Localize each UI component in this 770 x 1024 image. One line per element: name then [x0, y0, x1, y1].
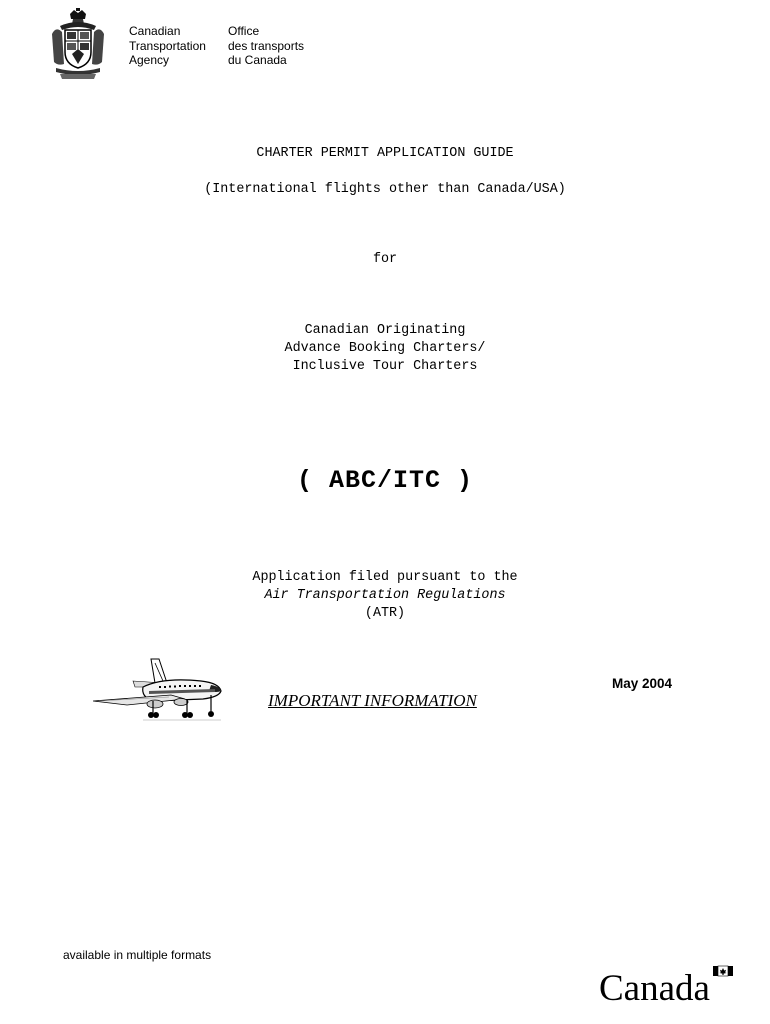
agency-name-french-line: Office: [228, 24, 260, 38]
application-filed-block: [0, 569, 770, 623]
canada-wordmark-text: Canada: [599, 968, 710, 1006]
charter-types-block: [0, 322, 770, 376]
guide-subtitle: (International flights other than Canada/USA): [204, 182, 566, 197]
application-filed-line: Application filed pursuant to the: [252, 570, 518, 585]
issue-date: May 2004: [612, 676, 673, 691]
airplane-icon: [93, 657, 228, 725]
charter-type-line: Canadian Originating: [304, 323, 466, 338]
regulation-line: [0, 587, 770, 623]
agency-name-english-line: Agency: [129, 53, 170, 67]
program-code-heading: ( ABC/ITC ): [296, 466, 474, 495]
canada-flag-icon: [713, 966, 733, 976]
agency-name-english-line: Transportation: [129, 38, 206, 53]
agency-name-french-line: du Canada: [228, 53, 287, 67]
charter-type-line: Advance Booking Charters/: [284, 341, 486, 356]
guide-title: CHARTER PERMIT APPLICATION GUIDE: [256, 146, 514, 161]
charter-type-line: Inclusive Tour Charters: [292, 359, 478, 374]
guide-for-text: for: [372, 252, 398, 267]
canada-wordmark: [597, 962, 737, 1006]
formats-note: available in multiple formats: [63, 948, 212, 962]
regulation-name: Air Transportation Regulations: [264, 588, 506, 603]
agency-name-french-line: des transports: [228, 38, 305, 53]
important-information-heading: IMPORTANT INFORMATION: [268, 691, 477, 710]
agency-name-english-line: Canadian: [129, 24, 181, 38]
regulation-abbreviation: (ATR): [364, 606, 406, 621]
coat-of-arms-icon: [50, 8, 106, 80]
agency-name-french: [228, 24, 304, 68]
agency-name-english: [129, 24, 206, 68]
